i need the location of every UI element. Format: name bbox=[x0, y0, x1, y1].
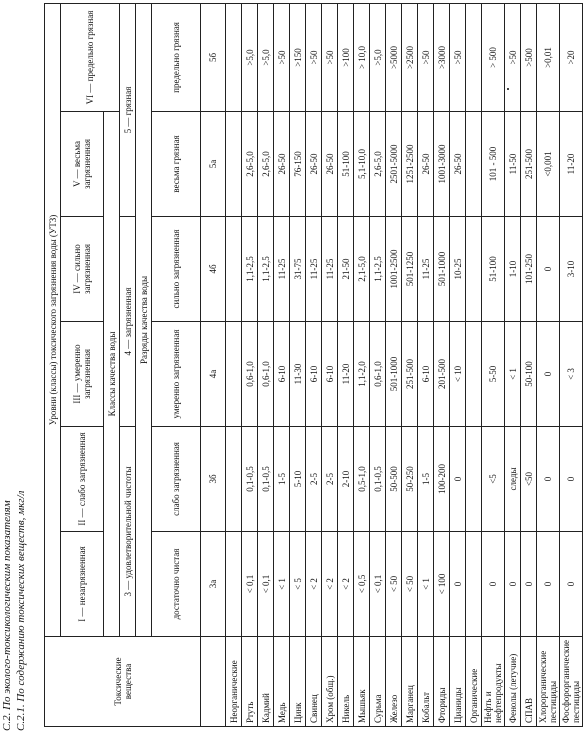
value-cell: < 1 bbox=[418, 532, 434, 637]
value-cell: >150 bbox=[290, 3, 306, 111]
value-cell: < 0,1 bbox=[242, 532, 258, 637]
substance-name: СПАВ bbox=[521, 637, 537, 727]
quality-class-3: 3 — удовлетворительной чистоты bbox=[120, 427, 136, 637]
value-cell: 1-5 bbox=[274, 427, 290, 532]
table-row bbox=[560, 3, 583, 726]
value-cell: >3000 bbox=[434, 3, 450, 111]
substance-name: Фториды bbox=[434, 637, 450, 727]
table-row bbox=[290, 3, 306, 726]
value-cell: 11-25 bbox=[322, 217, 338, 322]
substance-name: Хлорорганические пестициды bbox=[537, 637, 560, 727]
value-cell: 100-200 bbox=[434, 427, 450, 532]
value-cell: 11-20 bbox=[560, 112, 583, 217]
substance-name: Ртуть bbox=[242, 637, 258, 727]
value-cell: 1,1-2,5 bbox=[370, 217, 386, 322]
value-cell: 26-50 bbox=[450, 112, 466, 217]
code-3a: 3а bbox=[201, 532, 226, 637]
value-cell: 0 bbox=[450, 427, 466, 532]
value-cell: 1-10 bbox=[505, 217, 521, 322]
level-2: II — слабо загрязненная bbox=[61, 427, 104, 532]
category-3a: достаточно чистая bbox=[152, 532, 201, 637]
level-3: III — умеренно загрязненная bbox=[61, 322, 104, 427]
value-cell: >50 bbox=[322, 3, 338, 111]
value-cell: < 2 bbox=[306, 532, 322, 637]
value-cell: 501-1000 bbox=[386, 322, 402, 427]
substance-name: Хром (общ.) bbox=[322, 637, 338, 727]
value-cell: < 1 bbox=[505, 322, 521, 427]
value-cell: 0,6-1,0 bbox=[258, 322, 274, 427]
value-cell: 26-50 bbox=[306, 112, 322, 217]
value-cell: 51-100 bbox=[482, 217, 505, 322]
table-row bbox=[505, 3, 521, 726]
value-cell: 0 bbox=[537, 322, 560, 427]
substance-name: Марганец bbox=[402, 637, 418, 727]
value-cell: 1251-2500 bbox=[402, 112, 418, 217]
level-4: IV — сильно загрязненная bbox=[61, 217, 104, 322]
section-header-empty-cell bbox=[466, 427, 482, 532]
value-cell: >50 bbox=[450, 3, 466, 111]
value-cell: < 100 bbox=[434, 532, 450, 637]
value-cell: >50 bbox=[505, 3, 521, 111]
value-cell: 1001-3000 bbox=[434, 112, 450, 217]
value-cell: <50 bbox=[521, 427, 537, 532]
category-5a: весьма грязная bbox=[152, 112, 201, 217]
value-cell: 6-10 bbox=[418, 322, 434, 427]
value-cell: 6-10 bbox=[322, 322, 338, 427]
value-cell: 11-30 bbox=[290, 322, 306, 427]
value-cell: >500 bbox=[521, 3, 537, 111]
substance-name: Никель bbox=[338, 637, 354, 727]
value-cell: 1,1-2,5 bbox=[242, 217, 258, 322]
section-organic bbox=[466, 3, 583, 726]
substance-name: Кадмий bbox=[258, 637, 274, 727]
value-cell: 101 - 500 bbox=[482, 112, 505, 217]
value-cell: >5000 bbox=[386, 3, 402, 111]
value-cell: 50-100 bbox=[521, 322, 537, 427]
value-cell: < 0,5 bbox=[354, 532, 370, 637]
codes-empty-cell bbox=[201, 637, 226, 727]
table-row bbox=[370, 3, 386, 726]
value-cell: < 2 bbox=[322, 532, 338, 637]
substance-name: Свинец bbox=[306, 637, 322, 727]
value-cell: < 3 bbox=[560, 322, 583, 427]
value-cell: >20 bbox=[560, 3, 583, 111]
value-cell: 2501-5000 bbox=[386, 112, 402, 217]
substance-name: Сурьма bbox=[370, 637, 386, 727]
value-cell: 501-1250 bbox=[402, 217, 418, 322]
value-cell: < 1 bbox=[274, 532, 290, 637]
value-cell: >50 bbox=[274, 3, 290, 111]
substance-name: Фосфорорганические пестициды bbox=[560, 637, 583, 727]
value-cell: < 0,1 bbox=[370, 532, 386, 637]
value-cell: < 50 bbox=[386, 532, 402, 637]
value-cell: 0,1-0,5 bbox=[258, 427, 274, 532]
value-cell: 1,1-2,0 bbox=[354, 322, 370, 427]
section-header-empty-cell bbox=[466, 322, 482, 427]
value-cell: 2,6-5,0 bbox=[242, 112, 258, 217]
value-cell: 1,1-2,5 bbox=[258, 217, 274, 322]
value-cell: 0 bbox=[505, 532, 521, 637]
value-cell: 0 bbox=[560, 532, 583, 637]
value-cell: 0 bbox=[537, 532, 560, 637]
value-cell: 3-10 bbox=[560, 217, 583, 322]
substance-name: Железо bbox=[386, 637, 402, 727]
value-cell: 0,1-0,5 bbox=[370, 427, 386, 532]
value-cell: 101-250 bbox=[521, 217, 537, 322]
table-row bbox=[418, 3, 434, 726]
value-cell: 0 bbox=[482, 532, 505, 637]
substance-name: Кобальт bbox=[418, 637, 434, 727]
substance-name: Фенолы (летучие) bbox=[505, 637, 521, 727]
value-cell: 76-150 bbox=[290, 112, 306, 217]
substance-name: Мышьяк bbox=[354, 637, 370, 727]
section-label: Неорганические bbox=[226, 637, 242, 727]
value-cell: 26-50 bbox=[274, 112, 290, 217]
value-cell: >100 bbox=[338, 3, 354, 111]
value-cell: 1001-2500 bbox=[386, 217, 402, 322]
value-cell: < 2 bbox=[338, 532, 354, 637]
category-5b: предельно грязная bbox=[152, 3, 201, 111]
code-3b: 3б bbox=[201, 427, 226, 532]
value-cell: 5-10 bbox=[290, 427, 306, 532]
value-cell: >50 bbox=[306, 3, 322, 111]
value-cell: >5,0 bbox=[242, 3, 258, 111]
section-header-empty-cell bbox=[466, 217, 482, 322]
value-cell: <5 bbox=[482, 427, 505, 532]
table-row bbox=[402, 3, 418, 726]
value-cell: 2,6-5,0 bbox=[370, 112, 386, 217]
header-toxic-substances: Токсические вещества bbox=[45, 637, 201, 727]
value-cell: >2500 bbox=[402, 3, 418, 111]
value-cell: 1-5 bbox=[418, 427, 434, 532]
section-header-empty-cell bbox=[226, 217, 242, 322]
value-cell: >5,0 bbox=[258, 3, 274, 111]
table-row bbox=[450, 3, 466, 726]
table-row bbox=[242, 3, 258, 726]
section-header-empty-cell bbox=[466, 3, 482, 111]
value-cell: 0,1-0,5 bbox=[242, 427, 258, 532]
rotated-table-container bbox=[44, 3, 583, 727]
value-cell: 0 bbox=[537, 217, 560, 322]
value-cell: 2-5 bbox=[322, 427, 338, 532]
table-row bbox=[537, 3, 560, 726]
value-cell: 201-500 bbox=[434, 322, 450, 427]
code-4b: 4б bbox=[201, 217, 226, 322]
value-cell: < 50 bbox=[402, 532, 418, 637]
value-cell: 31-75 bbox=[290, 217, 306, 322]
table-row bbox=[306, 3, 322, 726]
value-cell: <0,001 bbox=[537, 112, 560, 217]
substance-name: Цианиды bbox=[450, 637, 466, 727]
value-cell: 0 bbox=[560, 427, 583, 532]
value-cell: 0 bbox=[537, 427, 560, 532]
value-cell: 0 bbox=[521, 532, 537, 637]
header-categories: Разряды качества воды bbox=[136, 3, 152, 636]
header-quality-classes: Классы качества воды bbox=[104, 112, 120, 637]
value-cell: 251-500 bbox=[402, 322, 418, 427]
category-4a: умеренно загрязненная bbox=[152, 322, 201, 427]
value-cell: < 0,1 bbox=[258, 532, 274, 637]
substance-name: Нефть и нефтепродукты bbox=[482, 637, 505, 727]
value-cell: 2-10 bbox=[338, 427, 354, 532]
value-cell: 51-100 bbox=[338, 112, 354, 217]
header-levels: Уровни (классы) токсического загрязнения воды (УТЗ) bbox=[45, 3, 61, 636]
level-6: VI — предельно грязная bbox=[61, 3, 120, 111]
value-cell: 2,1-5,0 bbox=[354, 217, 370, 322]
value-cell: 21-50 bbox=[338, 217, 354, 322]
category-4b: сильно загрязненная bbox=[152, 217, 201, 322]
code-5b: 5б bbox=[201, 3, 226, 111]
table-row bbox=[521, 3, 537, 726]
table-row bbox=[354, 3, 370, 726]
table-row bbox=[322, 3, 338, 726]
section-header-empty-cell bbox=[226, 112, 242, 217]
value-cell: следы bbox=[505, 427, 521, 532]
value-cell: 11-50 bbox=[505, 112, 521, 217]
section-header-empty-cell bbox=[466, 532, 482, 637]
section-label: Органические bbox=[466, 637, 482, 727]
substance-name: Медь bbox=[274, 637, 290, 727]
value-cell: 11-25 bbox=[418, 217, 434, 322]
value-cell: 50-250 bbox=[402, 427, 418, 532]
code-5a: 5а bbox=[201, 112, 226, 217]
table-row bbox=[386, 3, 402, 726]
section-inorganic bbox=[226, 3, 466, 726]
section-header-empty-cell bbox=[226, 532, 242, 637]
value-cell: 10-25 bbox=[450, 217, 466, 322]
category-3b: слабо загрязненная bbox=[152, 427, 201, 532]
value-cell: 0,6-1,0 bbox=[242, 322, 258, 427]
table-row bbox=[482, 3, 505, 726]
value-cell: 50-500 bbox=[386, 427, 402, 532]
value-cell: 11-25 bbox=[274, 217, 290, 322]
subsection-title: С.2.1. По содержанию токсических веществ, мкг/л bbox=[15, 490, 27, 731]
value-cell: 0,6-1,0 bbox=[370, 322, 386, 427]
value-cell: < 5 bbox=[290, 532, 306, 637]
toxic-substances-table bbox=[44, 3, 583, 727]
value-cell: 251-500 bbox=[521, 112, 537, 217]
value-cell: 0,5-1,0 bbox=[354, 427, 370, 532]
level-1: I — незагрязненная bbox=[61, 532, 104, 637]
level-5: V — весьма загрязненная bbox=[61, 112, 104, 217]
value-cell: > 500 bbox=[482, 3, 505, 111]
code-4a: 4а bbox=[201, 322, 226, 427]
value-cell: 5-50 bbox=[482, 322, 505, 427]
section-header-empty-cell bbox=[466, 112, 482, 217]
section-header-empty-cell bbox=[226, 322, 242, 427]
substance-name: Цинк bbox=[290, 637, 306, 727]
table-row bbox=[258, 3, 274, 726]
quality-class-5: 5 — грязная bbox=[120, 3, 136, 216]
table-row bbox=[434, 3, 450, 726]
value-cell: >5,0 bbox=[370, 3, 386, 111]
value-cell: 501-1000 bbox=[434, 217, 450, 322]
section-header-empty-cell bbox=[226, 3, 242, 111]
table-row bbox=[338, 3, 354, 726]
section-header-empty-cell bbox=[226, 427, 242, 532]
value-cell: > 10,0 bbox=[354, 3, 370, 111]
value-cell: 26-50 bbox=[322, 112, 338, 217]
value-cell: 5,1-10,0 bbox=[354, 112, 370, 217]
value-cell: 11-25 bbox=[306, 217, 322, 322]
value-cell: < 10 bbox=[450, 322, 466, 427]
value-cell: 26-50 bbox=[418, 112, 434, 217]
value-cell: >0,01 bbox=[537, 3, 560, 111]
value-cell: 6-10 bbox=[306, 322, 322, 427]
table-row bbox=[274, 3, 290, 726]
value-cell: 6-10 bbox=[274, 322, 290, 427]
quality-class-4: 4 — загрязненная bbox=[120, 217, 136, 427]
value-cell: >50 bbox=[418, 3, 434, 111]
value-cell: 11-20 bbox=[338, 322, 354, 427]
value-cell: 2,6-5,0 bbox=[258, 112, 274, 217]
section-titles bbox=[0, 0, 40, 743]
value-cell: 2-5 bbox=[306, 427, 322, 532]
section-title: С.2. По эколого-токсикологическим показателям bbox=[1, 500, 13, 731]
value-cell: 0 bbox=[450, 532, 466, 637]
